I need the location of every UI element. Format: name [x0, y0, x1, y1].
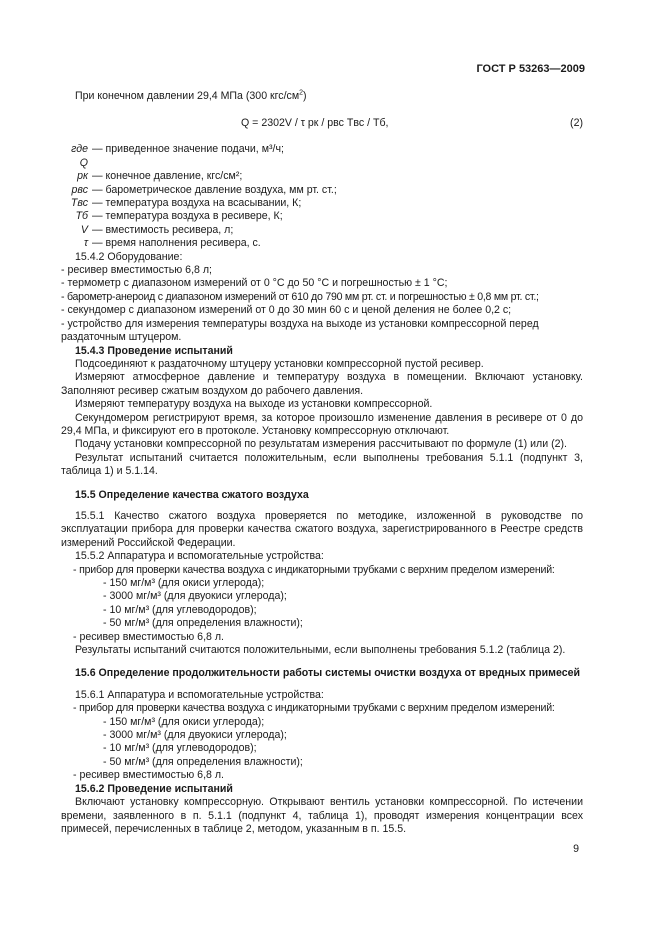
equipment-item: - термометр с диапазоном измерений от 0 °С до 50 °С и погрешностью ± 1 °С;	[61, 277, 448, 290]
formula-row	[61, 117, 583, 135]
section-15-5-1-text: 15.5.1 Качество сжатого воздуха проверяется по методике, изложенной в руководстве по эксплуатации прибора для проверки качества сжатого воздуха, зарегистрированного в Реестре средств измерений Российской Федерации.	[61, 509, 583, 549]
definition-row	[61, 237, 583, 250]
test-paragraph: Измеряют атмосферное давление и температуру воздуха в помещении. Включают установку. Заполняют ресивер сжатым воздухом до рабочего давления.	[61, 371, 583, 397]
limit-item: - 10 мг/м³ (для углеводородов);	[103, 603, 257, 616]
test-paragraph: Секундомером регистрируют время, за которое произошло изменение давления в ресивере от 0 до 29,4 МПа, и фиксируют его в протоколе. Установку компрессорную отключают.	[61, 411, 583, 437]
equipment-item: - ресивер вместимостью 6,8 л;	[61, 264, 212, 277]
definition-text: — время наполнения ресивера, с.	[92, 237, 261, 250]
definition-row	[61, 170, 583, 183]
limit-item: - 10 мг/м³ (для углеводородов);	[103, 742, 257, 755]
test-paragraph: Результат испытаний считается положительным, если выполнены требования 5.1.1 (подпункт 3, таблица 1) и 5.1.14.	[61, 451, 583, 478]
receiver-line: - ресивер вместимостью 6,8 л.	[73, 769, 224, 782]
definition-text: — приведенное значение подачи, м³/ч;	[92, 143, 284, 156]
limit-item: - 3000 мг/м³ (для двуокиси углерода);	[103, 590, 287, 603]
definition-symbol: Tвс	[70, 197, 88, 210]
test-paragraph: Подсоединяют к раздаточному штуцеру установки компрессорной пустой ресивер.	[75, 357, 484, 370]
definition-symbol: pвс	[71, 183, 88, 196]
section-15-6-1-title: 15.6.1 Аппаратура и вспомогательные устройства:	[75, 688, 324, 701]
intro-line: При конечном давлении 29,4 МПа (300 кгс/$см^2$)	[75, 89, 307, 102]
section-15-4-2-title: 15.4.2 Оборудование:	[75, 250, 183, 263]
section-15-5-2-title: 15.5.2 Аппаратура и вспомогательные устройства:	[75, 550, 324, 563]
page-content	[61, 90, 583, 836]
equipment-item: - секундомер с диапазоном измерений от 0 до 30 мин 60 с и ценой деления не более 0,2 с;	[61, 304, 512, 317]
section-15-6-2-title: 15.6.2 Проведение испытаний	[75, 782, 233, 795]
standard-header: ГОСТ Р 53263—2009	[476, 63, 585, 75]
definition-text: — барометрическое давление воздуха, мм рт. ст.;	[92, 183, 337, 196]
definition-text: — температура воздуха на всасывании, К;	[92, 197, 302, 210]
limit-item: - 50 мг/м³ (для определения влажности);	[103, 755, 303, 768]
formula-expression: Q = 2302V / τ pк / pвс Tвс / Tб,	[241, 117, 389, 130]
page-number: 9	[573, 843, 579, 855]
limit-item: - 150 мг/м³ (для окиси углерода);	[103, 577, 265, 589]
definition-row	[61, 210, 583, 223]
definition-row	[61, 143, 583, 170]
definition-row	[61, 197, 583, 210]
intro-end: )	[303, 90, 307, 102]
equipment-item: - барометр-анероид с диапазоном измерений от 610 до 790 мм рт. ст. и погрешностью ± 0,8 мм рт. ст.;	[61, 290, 539, 303]
definition-text: — температура воздуха в ресивере, К;	[92, 210, 283, 223]
limit-item: - 150 мг/м³ (для окиси углерода);	[103, 715, 265, 728]
section-15-5-title: 15.5 Определение качества сжатого воздуха	[75, 488, 309, 501]
section-15-4-3-title: 15.4.3 Проведение испытаний	[75, 344, 233, 357]
equipment-item: - устройство для измерения температуры воздуха на выходе из установки компрессорной перед раздаточным штуцером.	[61, 317, 539, 344]
final-paragraph: Включают установку компрессорную. Открывают вентиль установки компрессорной. По истечении времени, заявленного в п. 5.1.1 (подпункт 4, таблица 1), проводят измерения концентрации всех примесей, перечисленных в таблице 2, методом, указанным в п. 15.5.	[61, 796, 583, 835]
definition-symbol: pк	[77, 170, 88, 183]
test-paragraph: Подачу установки компрессорной по результатам измерения рассчитывают по формуле (1) или (2).	[75, 438, 567, 451]
definition-symbol: V	[80, 223, 88, 236]
definition-row	[61, 224, 583, 237]
definition-row	[61, 184, 583, 197]
formula-number: (2)	[570, 117, 583, 130]
limit-item: - 50 мг/м³ (для определения влажности);	[103, 617, 303, 630]
intro-text: При конечном давлении 29,4 МПа (300 кгс/см	[75, 90, 300, 102]
definition-text: — вместимость ресивера, л;	[92, 223, 234, 236]
device-line: - прибор для проверки качества воздуха с индикаторными трубками с верхним пределом измерений:	[73, 702, 555, 715]
test-paragraph: Измеряют температуру воздуха на выходе из установки компрессорной.	[75, 398, 433, 411]
section-15-6-title: 15.6 Определение продолжительности работы системы очистки воздуха от вредных примесей	[75, 667, 581, 680]
definition-symbol: где Q	[71, 143, 88, 169]
definition-text: — конечное давление, кгс/см²;	[92, 170, 243, 183]
receiver-line: - ресивер вместимостью 6,8 л.	[73, 630, 224, 643]
definition-symbol: Tб	[75, 210, 88, 223]
limit-item: - 3000 мг/м³ (для двуокиси углерода);	[103, 729, 287, 742]
result-line: Результаты испытаний считаются положительными, если выполнены требования 5.1.2 (таблица 2).	[75, 644, 566, 657]
definition-symbol: τ	[84, 237, 88, 250]
device-line: - прибор для проверки качества воздуха с индикаторными трубками с верхним пределом измерений:	[73, 563, 555, 576]
definitions-list	[61, 143, 583, 250]
